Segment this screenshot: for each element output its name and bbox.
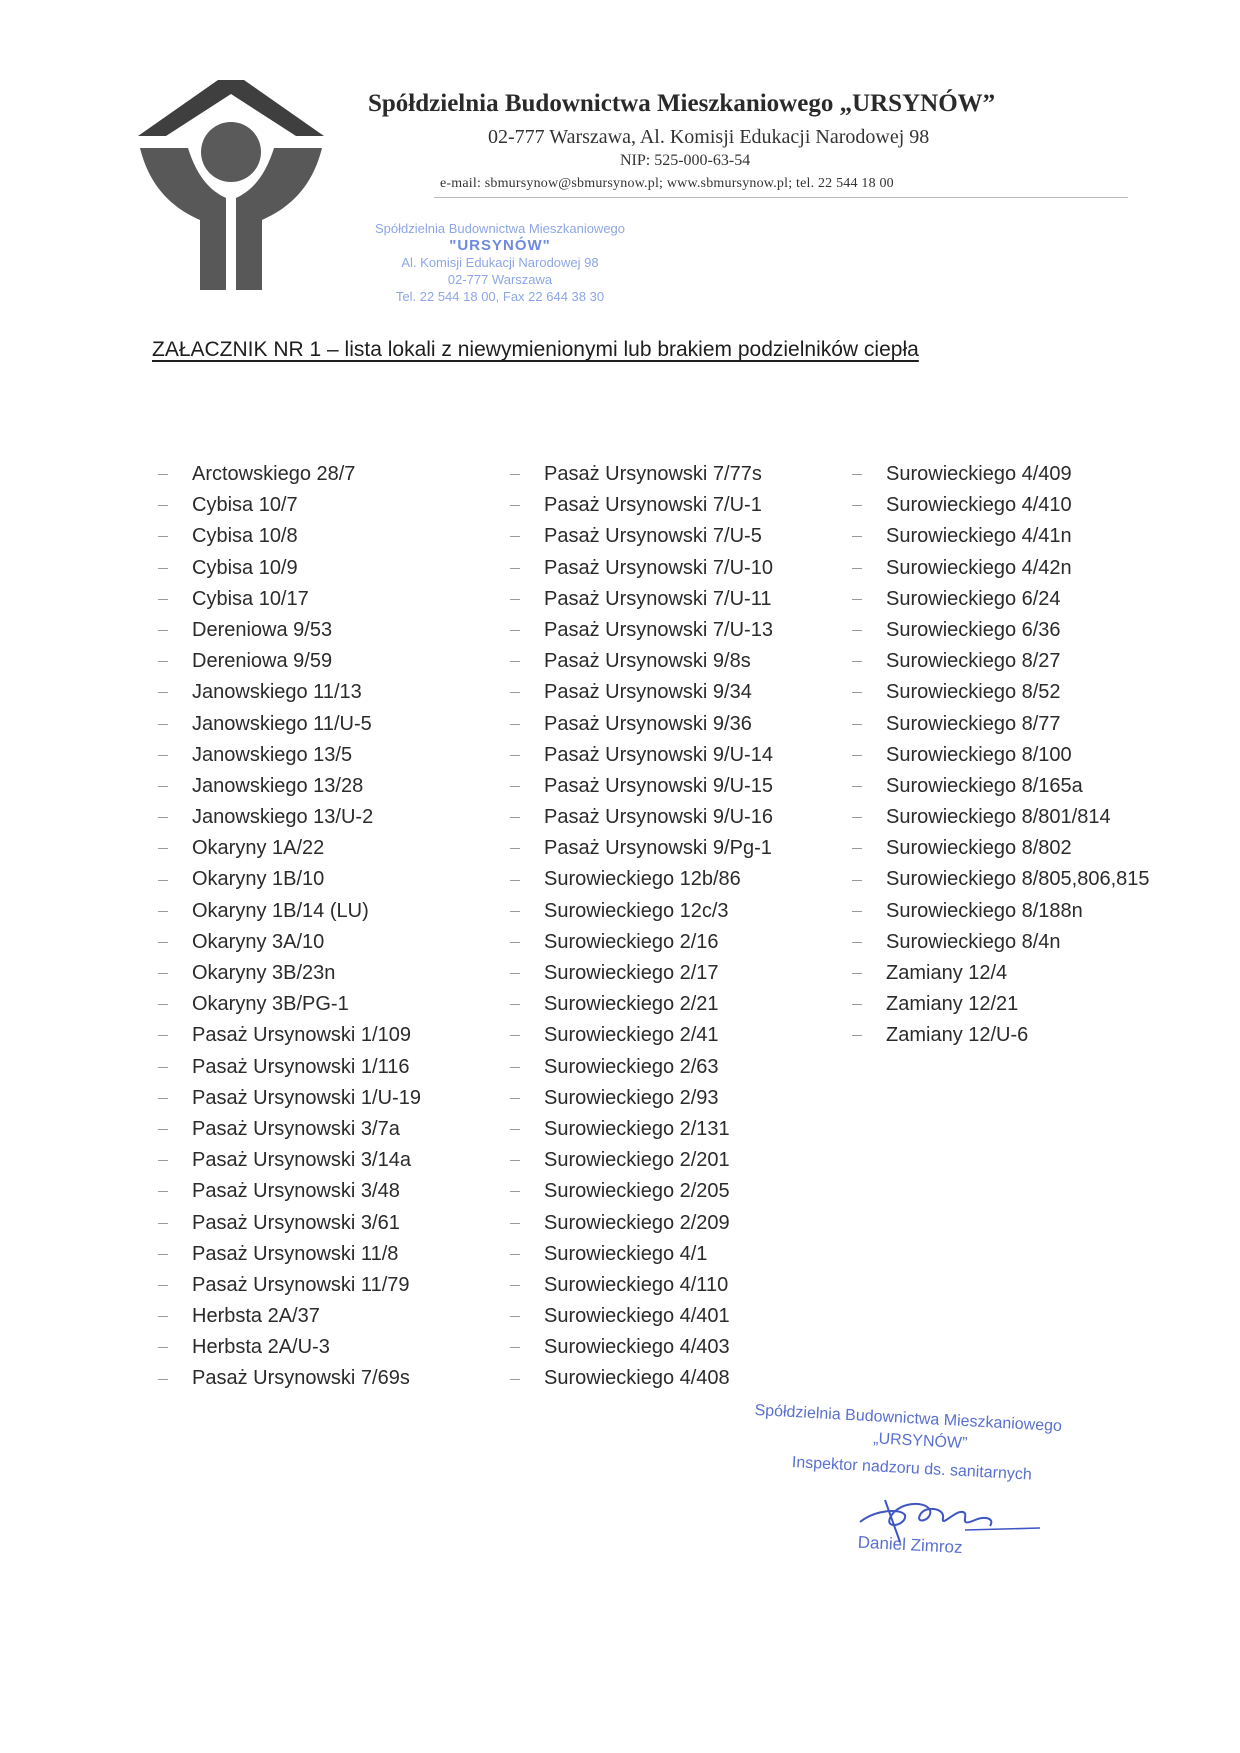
dash-bullet [158,973,168,974]
dash-bullet [158,755,168,756]
address-text: Pasaż Ursynowski 3/7a [192,1117,400,1140]
address-text: Surowieckiego 2/209 [544,1211,730,1234]
address-text: Pasaż Ursynowski 9/34 [544,681,752,704]
address-text: Zamiany 12/21 [886,993,1019,1016]
list-item [510,740,773,771]
address-text: Surowieckiego 6/24 [886,587,1061,610]
address-text: Pasaż Ursynowski 11/8 [192,1242,399,1265]
address-text: Surowieckiego 2/131 [544,1117,730,1140]
dash-bullet [158,1316,168,1317]
list-item [510,1114,773,1145]
dash-bullet [510,973,520,974]
dash-bullet [510,661,520,662]
stamp-line: "URSYNÓW" [449,237,551,254]
address-text: Pasaż Ursynowski 9/36 [544,712,752,735]
list-item [158,646,421,677]
address-text: Dereniowa 9/53 [192,618,333,641]
dash-bullet [852,786,862,787]
address-text: Zamiany 12/4 [886,962,1008,984]
address-text: Okaryny 1B/10 [192,868,325,891]
dash-bullet [510,599,520,600]
list-item [158,459,421,490]
address-text: Surowieckiego 4/403 [544,1336,730,1359]
dash-bullet [158,817,168,818]
list-item [158,989,421,1020]
dash-bullet [158,1004,168,1005]
dash-bullet [510,630,520,631]
address-text: Janowskiego 11/13 [192,681,362,704]
address-text: Surowieckiego 4/408 [544,1367,730,1390]
address-text: Surowieckiego 8/4n [886,930,1061,953]
list-item [158,1301,421,1332]
signer-name: Daniel Zimroz [857,1532,964,1558]
list-item [510,771,773,802]
dash-bullet [158,1035,168,1036]
address-text: Pasaż Ursynowski 3/14a [192,1149,411,1172]
list-item [158,490,421,521]
dash-bullet [158,911,168,912]
address-text: Surowieckiego 2/16 [544,930,719,953]
address-text: Pasaż Ursynowski 11/79 [192,1273,410,1296]
dash-bullet [510,474,520,475]
list-item [158,1020,421,1051]
address-text: Pasaż Ursynowski 3/61 [192,1211,400,1234]
dash-bullet [510,568,520,569]
dash-bullet [158,1129,168,1130]
list-item [852,833,1150,864]
address-text: Pasaż Ursynowski 7/U-13 [544,618,773,641]
address-text: Pasaż Ursynowski 1/U-19 [192,1086,421,1109]
dash-bullet [852,474,862,475]
dash-bullet [510,817,520,818]
dash-bullet [158,880,168,881]
organization-contact: e-mail: sbmursynow@sbmursynow.pl; www.sbmursynow.pl; tel. 22 544 18 00 [440,176,894,191]
address-text: Surowieckiego 8/52 [886,681,1061,704]
signature-stamp-line: Inspektor nadzoru ds. sanitarnych [791,1454,1033,1484]
list-item [158,927,421,958]
address-text: Cybisa 10/17 [192,587,309,610]
address-text: Pasaż Ursynowski 9/Pg-1 [544,837,772,860]
company-stamp [320,220,680,305]
list-item [510,1083,773,1114]
address-text: Surowieckiego 4/401 [544,1305,730,1328]
dash-bullet [510,505,520,506]
address-text: Pasaż Ursynowski 7/77s [544,463,762,485]
dash-bullet [510,1379,520,1380]
address-text: Pasaż Ursynowski 7/U-5 [544,525,762,548]
organization-address: 02-777 Warszawa, Al. Komisji Edukacji Narodowej 98 [488,126,930,148]
address-text: Pasaż Ursynowski 9/8s [544,650,751,673]
address-text: Surowieckiego 8/802 [886,837,1072,860]
list-item [158,802,421,833]
list-item [158,740,421,771]
list-item [158,677,421,708]
list-item [510,709,773,740]
dash-bullet [510,1160,520,1161]
address-text: Zamiany 12/U-6 [886,1024,1029,1047]
dash-bullet [158,661,168,662]
dash-bullet [158,1223,168,1224]
dash-bullet [158,1067,168,1068]
list-item [510,459,773,490]
address-text: Surowieckiego 8/27 [886,650,1061,673]
list-item [510,1052,773,1083]
address-text: Surowieckiego 4/42n [886,556,1072,579]
dash-bullet [510,880,520,881]
address-text: Surowieckiego 2/205 [544,1180,730,1203]
address-text: Pasaż Ursynowski 1/109 [192,1024,411,1047]
address-text: Janowskiego 11/U-5 [192,712,372,735]
address-text: Surowieckiego 8/801/814 [886,806,1111,829]
signature-stamp-line: „URSYNÓW” [872,1430,968,1453]
dash-bullet [852,911,862,912]
address-text: Surowieckiego 12b/86 [544,868,741,891]
address-text: Surowieckiego 4/1 [544,1242,708,1265]
dash-bullet [158,1254,168,1255]
address-text: Surowieckiego 2/21 [544,993,719,1016]
address-text: Surowieckiego 2/201 [544,1149,730,1172]
dash-bullet [510,1347,520,1348]
list-item [510,1020,773,1051]
attachment-title: ZAŁACZNIK NR 1 – lista lokali z niewymienionymi lub brakiem podzielników ciepła [152,338,919,361]
address-text: Pasaż Ursynowski 7/U-10 [544,556,773,579]
dash-bullet [510,848,520,849]
stamp-line: Spółdzielnia Budownictwa Mieszkaniowego [374,221,626,236]
list-item [158,1239,421,1270]
dash-bullet [510,1223,520,1224]
address-text: Okaryny 3B/23n [192,962,336,984]
dash-bullet [852,599,862,600]
address-text: Surowieckiego 4/409 [886,463,1072,485]
address-text: Pasaż Ursynowski 9/U-16 [544,806,773,829]
dash-bullet [158,1347,168,1348]
list-item [852,646,1150,677]
address-text: Pasaż Ursynowski 1/116 [192,1055,410,1078]
address-text: Surowieckiego 8/165a [886,774,1083,797]
list-item [158,958,421,989]
dash-bullet [852,536,862,537]
dash-bullet [158,1160,168,1161]
list-item [510,646,773,677]
list-item [158,1083,421,1114]
list-item [158,1208,421,1239]
address-text: Pasaż Ursynowski 7/69s [192,1367,410,1390]
dash-bullet [852,848,862,849]
list-item [510,896,773,927]
address-text: Cybisa 10/9 [192,556,298,579]
address-text: Okaryny 1A/22 [192,837,325,860]
list-item [158,1114,421,1145]
address-text: Surowieckiego 2/93 [544,1086,719,1109]
list-item [852,740,1150,771]
list-item [852,896,1150,927]
list-item [852,989,1150,1020]
dash-bullet [510,1285,520,1286]
list-item [510,927,773,958]
dash-bullet [158,1285,168,1286]
address-text: Cybisa 10/8 [192,525,298,548]
list-item [510,1363,773,1394]
address-text: Pasaż Ursynowski 9/U-14 [544,743,773,766]
dash-bullet [158,474,168,475]
list-item [158,1176,421,1207]
list-item [852,677,1150,708]
address-text: Surowieckiego 2/63 [544,1055,719,1078]
address-text: Surowieckiego 6/36 [886,618,1061,641]
dash-bullet [852,942,862,943]
dash-bullet [510,1129,520,1130]
dash-bullet [510,1191,520,1192]
dash-bullet [158,786,168,787]
list-item [158,1332,421,1363]
list-item [510,1301,773,1332]
list-item [510,1208,773,1239]
address-text: Dereniowa 9/59 [192,650,333,673]
dash-bullet [510,942,520,943]
address-text: Surowieckiego 8/77 [886,712,1061,735]
list-item [158,521,421,552]
list-item [852,927,1150,958]
address-text: Cybisa 10/7 [192,494,298,517]
dash-bullet [158,505,168,506]
dash-bullet [852,817,862,818]
list-item [510,1270,773,1301]
list-item [158,1270,421,1301]
list-item [510,802,773,833]
dash-bullet [510,1067,520,1068]
list-item [158,864,421,895]
dash-bullet [510,911,520,912]
address-text: Pasaż Ursynowski 9/U-15 [544,774,773,797]
address-text: Pasaż Ursynowski 3/48 [192,1180,400,1203]
address-list-column-2 [510,459,773,1395]
list-item [510,1239,773,1270]
address-text: Pasaż Ursynowski 7/U-1 [544,494,762,517]
list-item [510,1145,773,1176]
list-item [510,490,773,521]
list-item [158,615,421,646]
list-item [158,833,421,864]
address-text: Surowieckiego 4/410 [886,494,1072,517]
list-item [158,553,421,584]
address-text: Arctowskiego 28/7 [192,463,356,485]
address-list-column-3 [852,459,1150,1052]
address-text: Okaryny 3B/PG-1 [192,993,349,1016]
dash-bullet [852,661,862,662]
list-item [852,1020,1150,1051]
list-item [158,896,421,927]
dash-bullet [510,1098,520,1099]
dash-bullet [852,755,862,756]
list-item [852,864,1150,895]
dash-bullet [510,536,520,537]
list-item [852,709,1150,740]
dash-bullet [158,599,168,600]
address-text: Surowieckiego 2/17 [544,962,719,984]
list-item [510,553,773,584]
dash-bullet [158,536,168,537]
list-item [158,1145,421,1176]
dash-bullet [852,1004,862,1005]
list-item [510,864,773,895]
address-text: Surowieckiego 8/100 [886,743,1072,766]
address-text: Janowskiego 13/28 [192,774,364,797]
list-item [510,1332,773,1363]
address-text: Surowieckiego 8/805,806,815 [886,868,1150,891]
address-text: Janowskiego 13/5 [192,743,353,766]
dash-bullet [852,973,862,974]
list-item [510,615,773,646]
stamp-line: 02-777 Warszawa [447,272,553,287]
list-item [158,1052,421,1083]
dash-bullet [510,1254,520,1255]
list-item [510,584,773,615]
dash-bullet [158,848,168,849]
list-item [852,521,1150,552]
address-text: Janowskiego 13/U-2 [192,806,374,829]
signature-stamp [751,1402,1114,1558]
list-item [510,989,773,1020]
cooperative-logo [138,80,324,290]
dash-bullet [852,724,862,725]
list-item [852,771,1150,802]
list-item [158,584,421,615]
handwritten-signature [845,1480,1045,1550]
address-text: Herbsta 2A/U-3 [192,1336,330,1359]
dash-bullet [158,1379,168,1380]
dash-bullet [158,942,168,943]
list-item [158,709,421,740]
list-item [852,802,1150,833]
dash-bullet [510,692,520,693]
dash-bullet [852,630,862,631]
dash-bullet [510,786,520,787]
address-text: Okaryny 1B/14 (LU) [192,899,369,922]
organization-name: Spółdzielnia Budownictwa Mieszkaniowego „URSYNÓW” [368,90,996,117]
dash-bullet [158,1191,168,1192]
dash-bullet [510,1004,520,1005]
list-item [852,459,1150,490]
list-item [510,521,773,552]
dash-bullet [158,630,168,631]
address-text: Surowieckiego 12c/3 [544,899,729,922]
list-item [852,553,1150,584]
address-text: Surowieckiego 4/41n [886,525,1072,548]
address-text: Pasaż Ursynowski 7/U-11 [544,587,772,610]
dash-bullet [510,1316,520,1317]
address-list-column-1 [158,459,421,1395]
dash-bullet [158,692,168,693]
dash-bullet [158,724,168,725]
list-item [852,584,1150,615]
list-item [510,1176,773,1207]
dash-bullet [852,880,862,881]
dash-bullet [852,1035,862,1036]
list-item [852,615,1150,646]
list-item [158,1363,421,1394]
list-item [510,677,773,708]
list-item [158,771,421,802]
dash-bullet [510,724,520,725]
dash-bullet [158,1098,168,1099]
list-item [510,833,773,864]
list-item [852,958,1150,989]
list-item [510,958,773,989]
dash-bullet [510,1035,520,1036]
header-divider [434,197,1128,198]
address-text: Okaryny 3A/10 [192,930,325,953]
dash-bullet [852,505,862,506]
organization-nip: NIP: 525-000-63-54 [620,152,751,169]
stamp-line: Tel. 22 544 18 00, Fax 22 644 38 30 [395,289,605,304]
dash-bullet [510,755,520,756]
address-text: Herbsta 2A/37 [192,1305,320,1328]
address-text: Surowieckiego 8/188n [886,899,1083,922]
signature-stamp-line: Spółdzielnia Budownictwa Mieszkaniowego [754,1402,1063,1436]
dash-bullet [852,568,862,569]
address-text: Surowieckiego 4/110 [544,1273,729,1296]
dash-bullet [158,568,168,569]
list-item [852,490,1150,521]
dash-bullet [852,692,862,693]
address-text: Surowieckiego 2/41 [544,1024,719,1047]
stamp-line: Al. Komisji Edukacji Narodowej 98 [401,255,599,270]
